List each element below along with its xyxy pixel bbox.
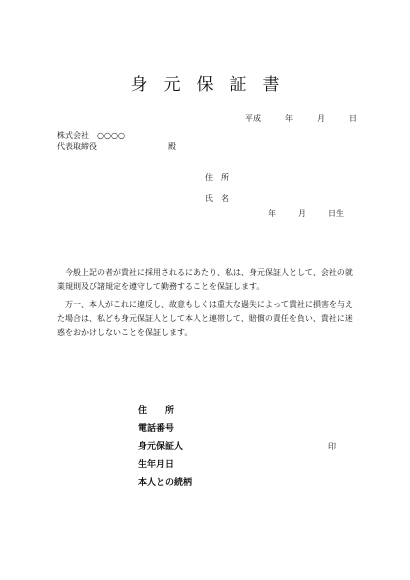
guarantor-birthdate-label: 生年月日 [138,460,175,470]
document-title: 身元保証書 [130,75,296,95]
applicant-name-label: 氏名 [205,194,237,203]
date-era: 平成 [245,114,261,123]
guarantor-relation-label: 本人との続柄 [138,478,193,488]
birth-month: 月 [298,209,306,218]
statement-paragraph-1: 今般上記の者が貴社に採用されるにあたり、私は、身元保証人として、会社の就業規則及び諸規定を遵守して勤務することを保証します。 [57,268,353,291]
statement-paragraph-2: 万一、本人がこれに違反し、故意もしくは重大な過失によって貴社に損害を与えた場合は、私ども身元保証人として本人と連帯して、賠償の責任を負い、貴社に迷惑をおかけしないことを保証します。 [57,300,353,337]
guarantor-label: 身元保証人 [138,442,184,452]
issue-date-line [245,113,357,124]
guarantee-statement [57,266,357,344]
date-year: 年 [285,114,293,123]
birth-day-suffix: 日生 [328,209,344,218]
guarantor-block [138,402,348,492]
addressee-block [57,130,176,152]
seal-mark: 印 [328,442,336,451]
guarantor-address-label: 住所 [138,406,193,416]
applicant-birth-line [268,208,344,219]
birth-year: 年 [268,209,276,218]
applicant-address-label: 住所 [205,173,237,182]
honorific: 殿 [168,142,176,151]
date-month: 月 [317,114,325,123]
representative-title: 代表取締役 [57,142,97,151]
date-day: 日 [349,114,357,123]
guarantor-phone-label: 電話番号 [138,424,175,434]
company-name: 株式会社 ○○○○ [57,131,125,140]
